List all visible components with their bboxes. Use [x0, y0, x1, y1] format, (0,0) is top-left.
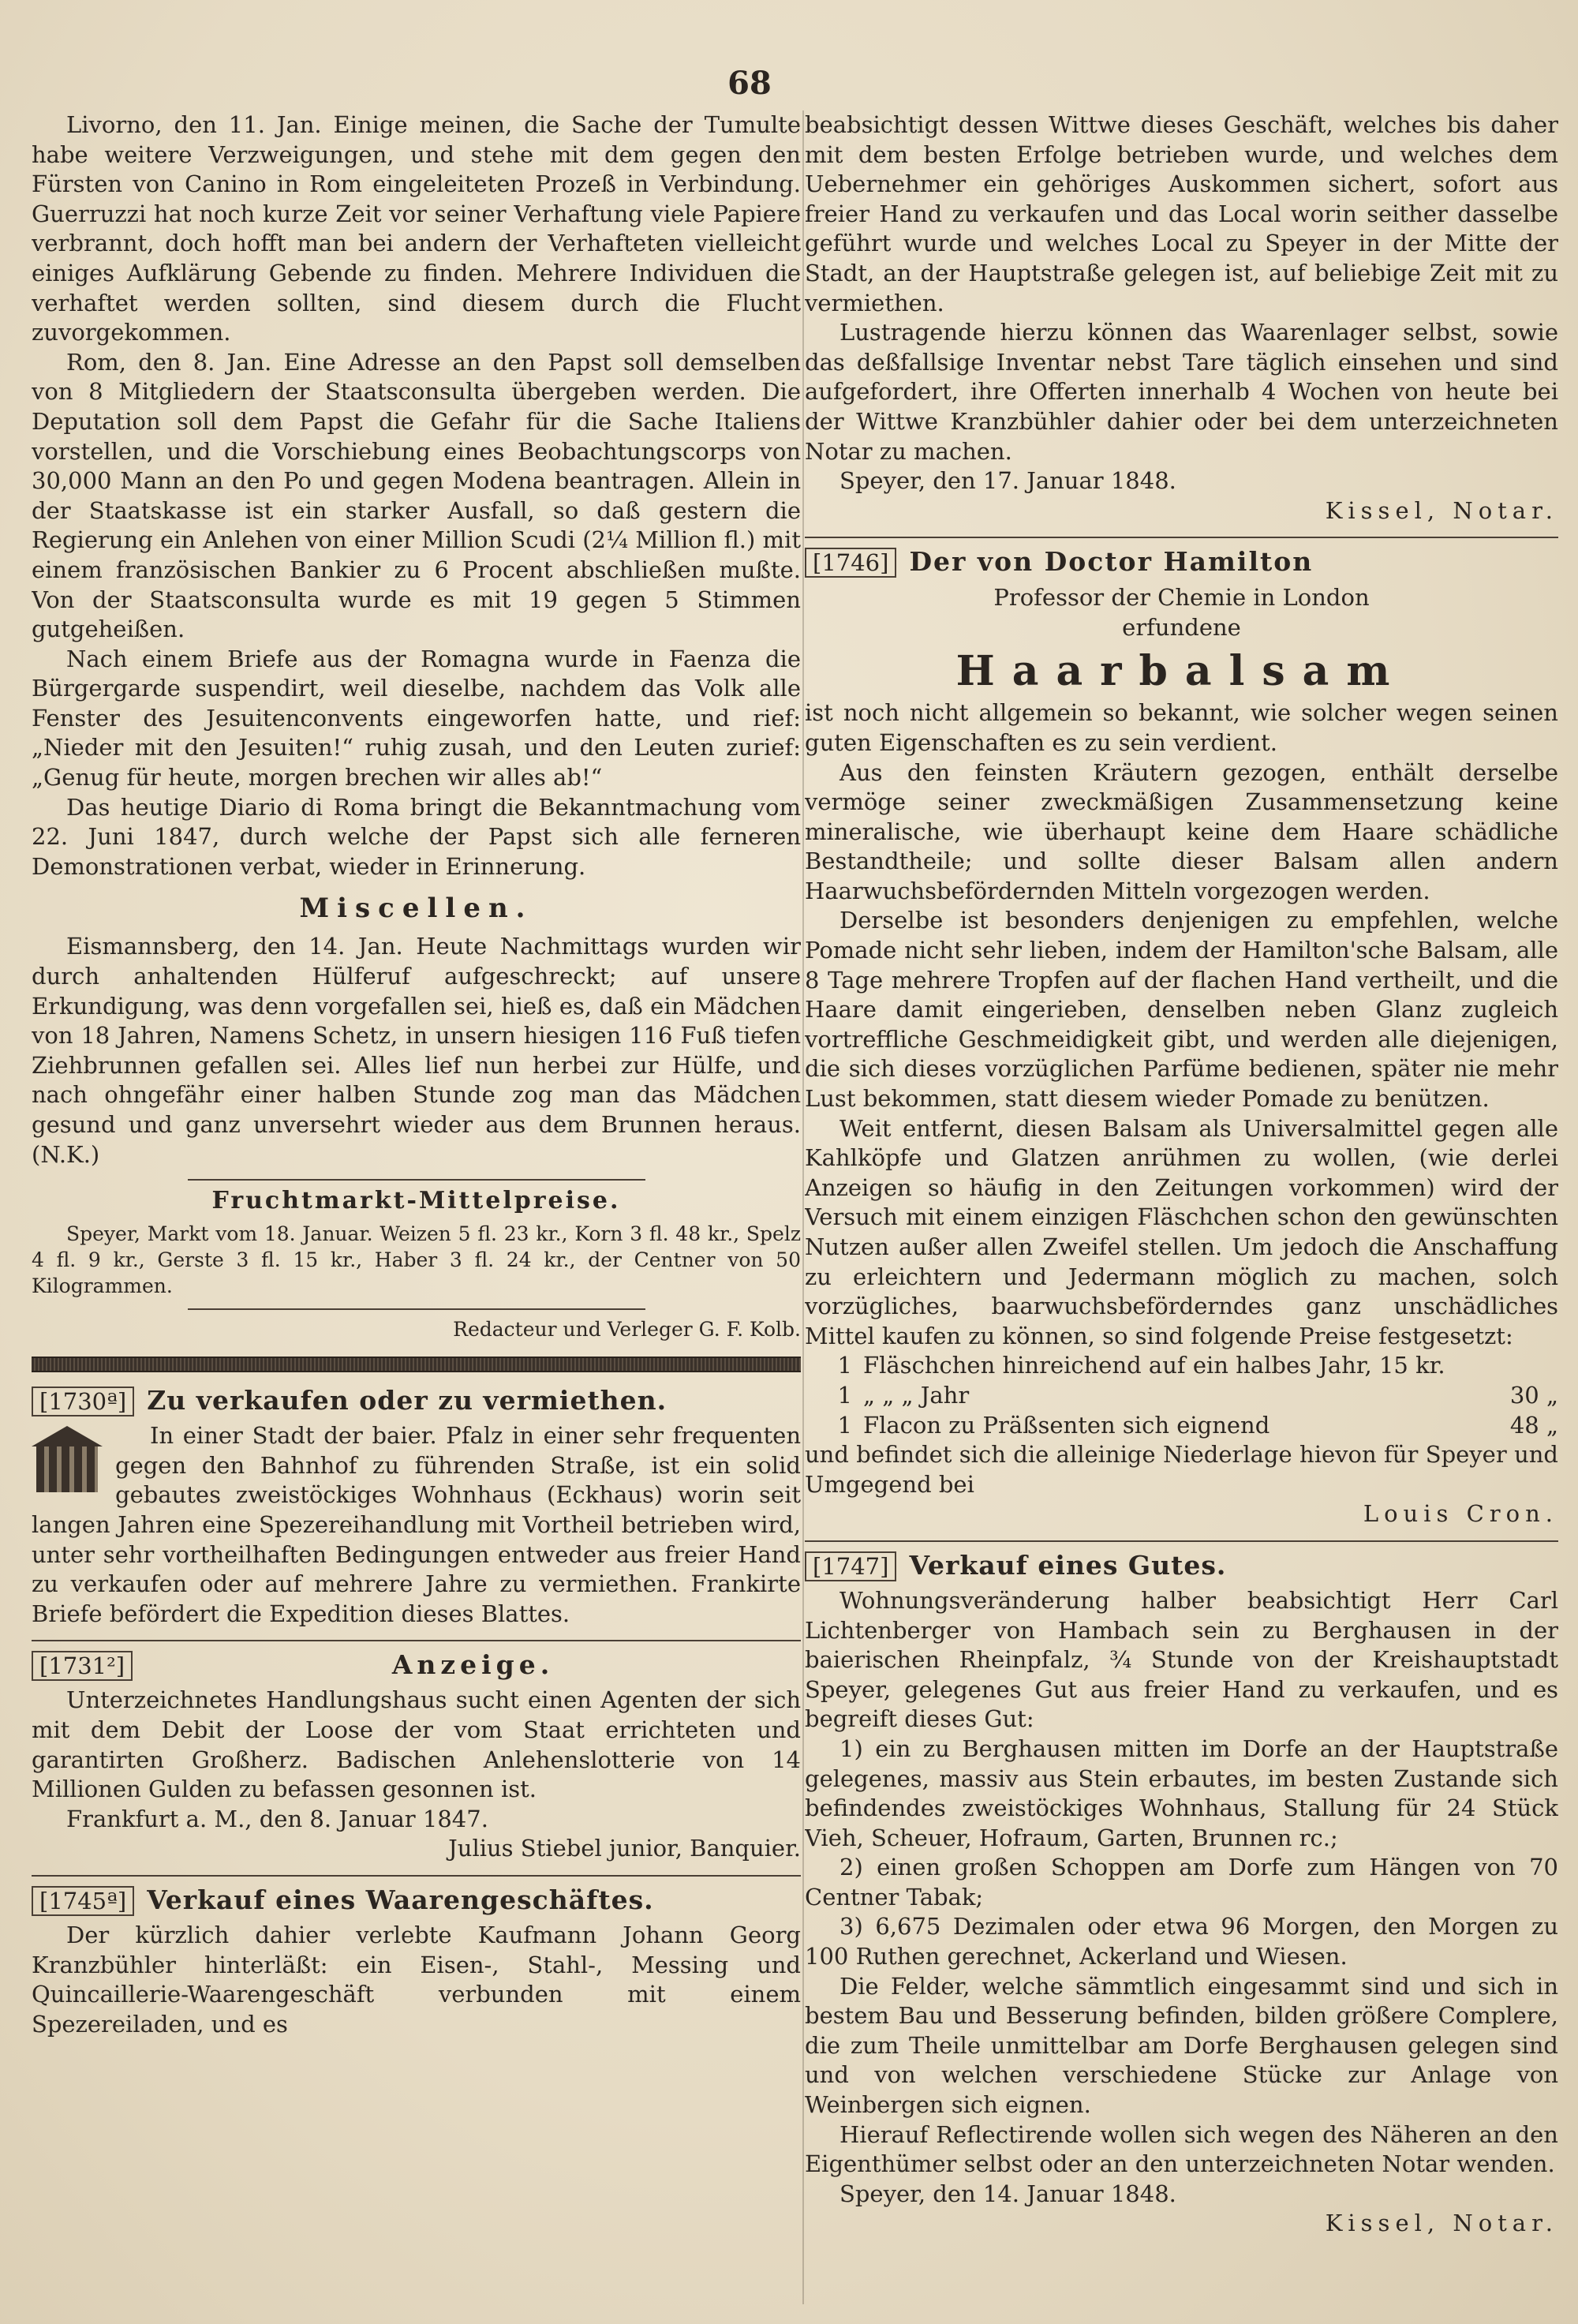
- news-romagna: Nach einem Briefe aus der Romagna wurde in Faenza die Bürgergarde suspendirt, weil dieselbe, nachdem das Volk alle Fenster des Jesuitenconvents eingeworfen hatte, und rief: „Nieder mit den Jesuiten!“ ruhig zusah, und den Leuten zurief: „Genug für heute, morgen brechen wir alles ab!“: [32, 645, 801, 792]
- ad-number: [1731²]: [32, 1651, 133, 1681]
- ad-text: Aus den feinsten Kräutern gezogen, enthält derselbe vermöge seiner zweckmäßigen Zusammensetzung keine mineralische, wie überhaupt keine dem Haare schädliche Bestandtheile; und sollte dieser Balsam allen andern Haarwuchsbefördernden Mitteln vorgezogen werden.: [805, 758, 1558, 904]
- ad-text: Die Felder, welche sämmtlich eingesammt sind und sich in bestem Bau und Besserung befinden, bilden größere Complere, die zum Theile unmittelbar am Dorfe Berghausen gelegen sind und von welchen verschiedene Stücke zur Anlage von Weinbergen sich eignen.: [805, 1972, 1558, 2119]
- ad-vendor: Louis Cron.: [1363, 1500, 1558, 1528]
- house-icon: [32, 1426, 103, 1492]
- divider: [188, 1308, 645, 1310]
- miscellen-heading: Miscellen.: [299, 893, 533, 925]
- ad-1731: [32, 1649, 801, 1864]
- fruchtmarkt-heading: Fruchtmarkt-Mittelpreise.: [211, 1187, 621, 1215]
- fruchtmarkt-text: Speyer, Markt vom 18. Januar. Weizen 5 fl. 23 kr., Korn 3 fl. 48 kr., Spelz 4 fl. 9 kr., Gerste 3 fl. 15 kr., Haber 3 fl. 24 kr., der Centner von 50 Kilogrammen.: [32, 1222, 801, 1298]
- left-column: [32, 110, 801, 2312]
- ad-1745-signature: Kissel, Notar.: [1325, 496, 1558, 524]
- miscellen-text: Eismannsberg, den 14. Jan. Heute Nachmittags wurden wir durch anhaltenden Hülferuf aufgeschreckt; auf unsere Erkundigung, was denn vorgefallen sei, hieß es, daß ein Mädchen von 18 Jahren, Namens Schetz, in unsern hiesigen 116 Fuß tiefen Ziehbrunnen gefallen sei. Alles lief nun herbei zur Hülfe, und nach ohngefähr einer halben Stunde zog man das Mädchen gesund und ganz unversehrt wieder aus dem Brunnen heraus. (N.K.): [32, 933, 801, 1168]
- ad-number: [1746]: [805, 548, 896, 578]
- ad-title: Verkauf eines Gutes.: [909, 1549, 1227, 1581]
- ad-item: 2) einen großen Schoppen am Dorfe zum Hängen von 70 Centner Tabak;: [805, 1854, 1558, 1910]
- divider: [188, 1179, 645, 1181]
- ad-place-date: Frankfurt a. M., den 8. Januar 1847.: [66, 1805, 488, 1832]
- ad-1747: [805, 1550, 1558, 2239]
- ad-title: Zu verkaufen oder zu vermiethen.: [147, 1385, 667, 1416]
- ad-1746: [805, 546, 1558, 1529]
- ad-signature: Julius Stiebel junior, Banquier.: [448, 1835, 801, 1862]
- news-diario: Das heutige Diario di Roma bringt die Bekanntmachung vom 22. Juni 1847, durch welche der Papst sich alle ferneren Demonstrationen verbat, wieder in Erinnerung.: [32, 793, 801, 880]
- ad-subtitle: Professor der Chemie in London: [993, 584, 1370, 612]
- ad-1745-continued-2: Lustragende hierzu können das Waarenlager selbst, sowie das deßfallsige Inventar nebst Tare täglich einsehen und sind aufgefordert, ihre Offerten innerhalb 4 Wochen von heute bei der Wittwe Kranzbühler dahier oder bei dem unterzeichneten Notar zu machen.: [805, 319, 1558, 465]
- ad-subtitle-2: erfundene: [1122, 614, 1241, 642]
- ad-text: Hierauf Reflectirende wollen sich wegen des Näheren an den Eigenthümer selbst oder an den unterzeichneten Notar wenden.: [805, 2120, 1558, 2178]
- news-rom: Rom, den 8. Jan. Eine Adresse an den Papst soll demselben von 8 Mitgliedern der Staatsconsulta übergeben werden. Die Deputation soll dem Papst die Gefahr für die Sache Italiens vorstellen, und die Vorschiebung eines Beobachtungscorps von 30,000 Mann an den Po und gegen Modena beantragen. Allein in der Staatskasse ist ein starker Ausfall, so daß gestern die Regierung ein Anlehen von einer Million Scudi (2¼ Million fl.) mit einem französischen Bankier zu 6 Procent abschließen mußte. Von der Staatsconsulta wurde es mit 19 gegen 5 Stimmen gutgeheißen.: [32, 348, 801, 643]
- ad-text: Wohnungsveränderung halber beabsichtigt Herr Carl Lichtenberger von Hambach sein zu Berghausen in der baierischen Rheinpfalz, ¾ Stunde von der Kreishauptstadt Speyer, gelegenes Gut aus freier Hand zu verkaufen, und es begreift dieses Gut:: [805, 1586, 1558, 1733]
- news-livorno: Livorno, den 11. Jan. Einige meinen, die Sache der Tumulte habe weitere Verzweigungen, und stehe mit dem gegen den Fürsten von Canino in Rom eingeleiteten Prozeß in Verbindung. Guerruzzi hat noch kurze Zeit vor seiner Verhaftung viele Papiere verbrannt, doch hofft man bei andern der Verhafteten vielleicht einiges Aufklärung Gebende zu finden. Mehrere Individuen die verhaftet werden sollten, sind diesem durch die Flucht zuvorgekommen.: [32, 111, 801, 346]
- ad-item: 1) ein zu Berghausen mitten im Dorfe an der Hauptstraße gelegenes, massiv aus Stein erbautes, im besten Zustande sich befindendes zweistöckiges Wohnhaus, Stallung für 24 Stück Vieh, Scheuer, Hofraum, Garten, Brunnen rc.;: [805, 1735, 1558, 1851]
- ad-1745-date: Speyer, den 17. Januar 1848.: [839, 467, 1176, 495]
- price-row: 1 Fläschchen hinreichend auf ein halbes Jahr, 15 kr.: [837, 1352, 1445, 1379]
- divider: [32, 1640, 801, 1641]
- price-list: [805, 1351, 1558, 1440]
- ad-text: ist noch nicht allgemein so bekannt, wie solcher wegen seinen guten Eigenschaften es zu sein verdient.: [805, 699, 1558, 756]
- ad-date: Speyer, den 14. Januar 1848.: [839, 2180, 1176, 2207]
- ad-signature: Kissel, Notar.: [1325, 2210, 1558, 2237]
- ad-item: 3) 6,675 Dezimalen oder etwa 96 Morgen, den Morgen zu 100 Ruthen gerechnet, Ackerland und Wiesen.: [805, 1913, 1558, 1970]
- ad-title: Der von Doctor Hamilton: [909, 546, 1314, 578]
- ad-1730: [32, 1385, 801, 1629]
- divider: [805, 1540, 1558, 1542]
- ad-number: [1745ª]: [32, 1886, 134, 1916]
- redacteur-line: Redacteur und Verleger G. F. Kolb.: [453, 1318, 801, 1342]
- ad-title: Verkauf eines Waarengeschäftes.: [147, 1884, 654, 1915]
- ad-1745-continued: beabsichtigt dessen Wittwe dieses Geschäft, welches bis daher mit dem besten Erfolge betrieben wurde, und welches dem Uebernehmer ein gehöriges Auskommen sichert, sofort aus freier Hand zu verkaufen und das Local worin seither dasselbe geführt wurde und welches Local zu Speyer in der Mitte der Stadt, an der Hauptstraße gelegen ist, auf beliebige Zeit mit zu vermiethen.: [805, 111, 1558, 316]
- ad-number: [1730ª]: [32, 1387, 134, 1416]
- ad-text: Derselbe ist besonders denjenigen zu empfehlen, welche Pomade nicht sehr lieben, indem der Hamilton'sche Balsam, alle 8 Tage mehrere Tropfen auf der flachen Hand vertheilt, und die Haare damit eingerieben, denselben neben Glanz zugleich vortreffliche Geschmeidigkeit gibt, und werden alle diejenigen, die sich dieses vorzüglichen Parfüme bedienen, später nie mehr Lust bekommen, statt diesem wieder Pomade zu benützen.: [805, 907, 1558, 1113]
- divider: [805, 537, 1558, 538]
- ad-text: und befindet sich die alleinige Niederlage hievon für Speyer und Umgegend bei: [805, 1441, 1558, 1498]
- price-row: 1 „ „ „ Jahr 30 „: [837, 1381, 1558, 1409]
- ad-text: In einer Stadt der baier. Pfalz in einer sehr frequenten gegen den Bahnhof zu führenden Straße, ist ein solid gebautes zweistöckiges Wohnhaus (Eckhaus) worin seit langen Jahren eine Spezereihandlung mit Vortheil betrieben wird, unter sehr vortheilhaften Bedingungen entweder aus freier Hand zu verkaufen oder auf mehrere Jahre zu vermiethen. Frankirte Briefe befördert die Expedition dieses Blattes.: [32, 1422, 801, 1627]
- product-name: Haarbalsam: [955, 647, 1408, 696]
- price-row: 1 Flacon zu Präßsenten sich eignend 48 „: [837, 1411, 1558, 1439]
- ad-number: [1747]: [805, 1551, 896, 1581]
- divider: [32, 1875, 801, 1877]
- section-divider: [32, 1357, 801, 1372]
- page-number: 68: [727, 65, 772, 102]
- ad-title: Anzeige.: [391, 1649, 555, 1681]
- ad-1745: [32, 1884, 801, 2039]
- right-column: [805, 110, 1558, 2312]
- ad-text: Unterzeichnetes Handlungshaus sucht einen Agenten der sich mit dem Debit der Loose der vom Staat errichteten und garantirten Großherz. Badischen Anlehenslotterie von 14 Millionen Gulden zu befassen gesonnen ist.: [32, 1686, 801, 1803]
- ad-text: Der kürzlich dahier verlebte Kaufmann Johann Georg Kranzbühler hinterläßt: ein Eisen-, Stahl-, Messing und Quincaillerie-Waarengeschäft verbunden mit einem Spezereiladen, und es: [32, 1921, 801, 2038]
- column-divider: [802, 110, 804, 2304]
- ad-text: Weit entfernt, diesen Balsam als Universalmittel gegen alle Kahlköpfe und Glatzen anrühmen zu wollen, (wie derlei Anzeigen so häufig in den Zeitungen vorkommen) wird der Versuch mit einem einzigen Fläschchen schon den gewünschten Nutzen außer allen Zweifel stellen. Um jedoch die Anschaffung zu erleichtern und Jedermann möglich zu machen, solch vorzügliches, baarwuchsbeförderndes ganz unschädliches Mittel kaufen zu können, so sind folgende Preise festgesetzt:: [805, 1114, 1558, 1349]
